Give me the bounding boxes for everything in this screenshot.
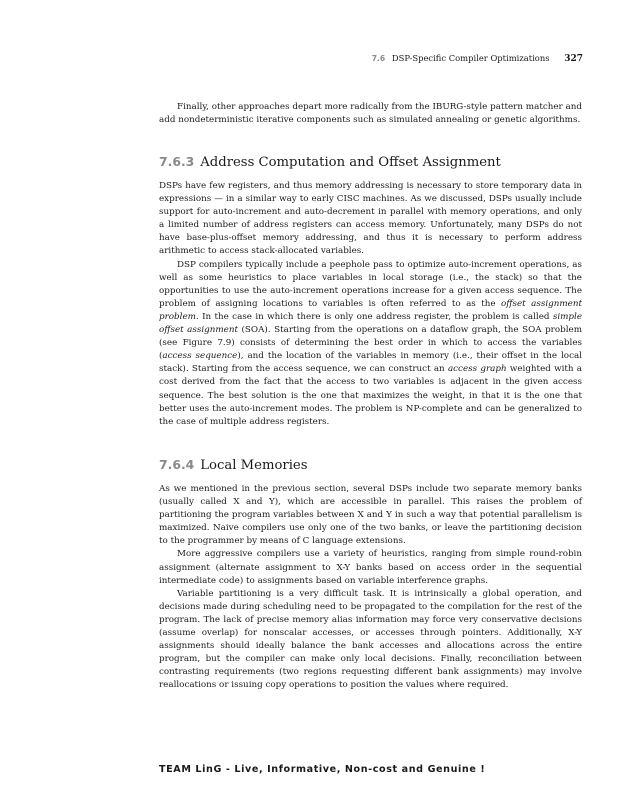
paragraph: More aggressive compilers use a variety of heuristics, ranging from simple round-robin assignment (alternate assignment to X-Y banks based on access order in the sequential intermediate code) to assignments based on variable interference graphs. xyxy=(159,549,582,586)
section-number: 7.6.4 xyxy=(159,457,195,472)
text-run: . In the case in which there is only one address register, the problem is called xyxy=(195,311,553,322)
text-run: (SOA). Starting from the operations on a dataflow graph, the SOA problem (see Figure 7.9) consists of determining the best order in which to access the variables ( xyxy=(159,325,582,362)
section-7-6-3 xyxy=(159,153,582,429)
running-header xyxy=(372,53,583,64)
term-access-graph: access graph xyxy=(447,364,507,375)
intro-paragraph: Finally, other approaches depart more radically from the IBURG-style pattern matcher and add nondeterministic iterative components such as simulated annealing or genetic algorithms. xyxy=(159,102,582,126)
section-heading xyxy=(159,153,582,172)
intro-block xyxy=(159,101,582,127)
footer-banner: TEAM LinG - Live, Informative, Non-cost and Genuine ! xyxy=(159,764,486,775)
header-section-number: 7.6 xyxy=(371,54,386,63)
paragraph: DSPs have few registers, and thus memory addressing is necessary to store temporary data in expressions — in a similar way to early CISC machines. As we discussed, DSPs usually include support for auto-increment and auto-decrement in parallel with memory operations, and only a limited number of address registers can access memory. Unfortunately, many DSPs do not have base-plus-offset memory addressing, and thus it is necessary to perform address arithmetic to access stack-allocated variables. xyxy=(159,181,582,257)
term-simple-offset-assignment: simple offset assignment xyxy=(159,311,582,336)
term-access-sequence: access sequence xyxy=(162,351,238,362)
text-run: weighted with a cost derived from the fact that the access to two variables is adjacent in the given access sequence. The best solution is the one that maximizes the weight, in that it is the one that better uses the auto-increment modes. The problem is NP-complete and can be generalized to the case of multiple address registers. xyxy=(159,364,583,427)
paragraph: Variable partitioning is a very difficult task. It is intrinsically a global operation, and decisions made during scheduling need to be propagated to the compilation for the rest of the program. The lack of precise memory alias information may force very conservative decisions (assume overlap) for nonscalar accesses, or accesses through pointers. Additionally, X-Y assignments should ideally balance the bank accesses and allocations across the entire program, but the compiler can make only local decisions. Finally, reconciliation between contrasting requirements (two regions requesting different bank assignments) may involve reallocations or issuing copy operations to position the values where required. xyxy=(159,588,582,691)
section-number: 7.6.3 xyxy=(159,154,195,169)
term-offset-assignment: offset assignment problem xyxy=(159,298,582,322)
section-7-6-4 xyxy=(159,456,582,693)
page-number: 327 xyxy=(564,54,583,64)
header-section-title: DSP-Specific Compiler Optimizations xyxy=(391,53,550,63)
text-run: DSP compilers typically include a peephole pass to optimize auto-increment operations, as well as some heuristics to place variables in local storage (i.e., the stack) so that the opportunities to use the auto-increment operations increase for a given access sequence. The problem of assigning locations to variables is often referred to as the xyxy=(159,259,582,309)
section-title: Address Computation and Offset Assignment xyxy=(200,155,501,170)
paragraph: As we mentioned in the previous section, several DSPs include two separate memory banks (usually called X and Y), which are accessible in parallel. This raises the problem of partitioning the program variables between X and Y in such a way that potential parallelism is maximized. Naive compilers use only one of the two banks, or leave the partitioning decision to the programmer by means of C language extensions. xyxy=(159,484,582,547)
text-run: ), and the location of the variables in memory (i.e., their offset in the local stack). Starting from the access sequence, we can construct an xyxy=(159,351,582,375)
section-heading xyxy=(159,456,582,475)
paragraph xyxy=(159,259,582,429)
section-title: Local Memories xyxy=(200,458,308,473)
